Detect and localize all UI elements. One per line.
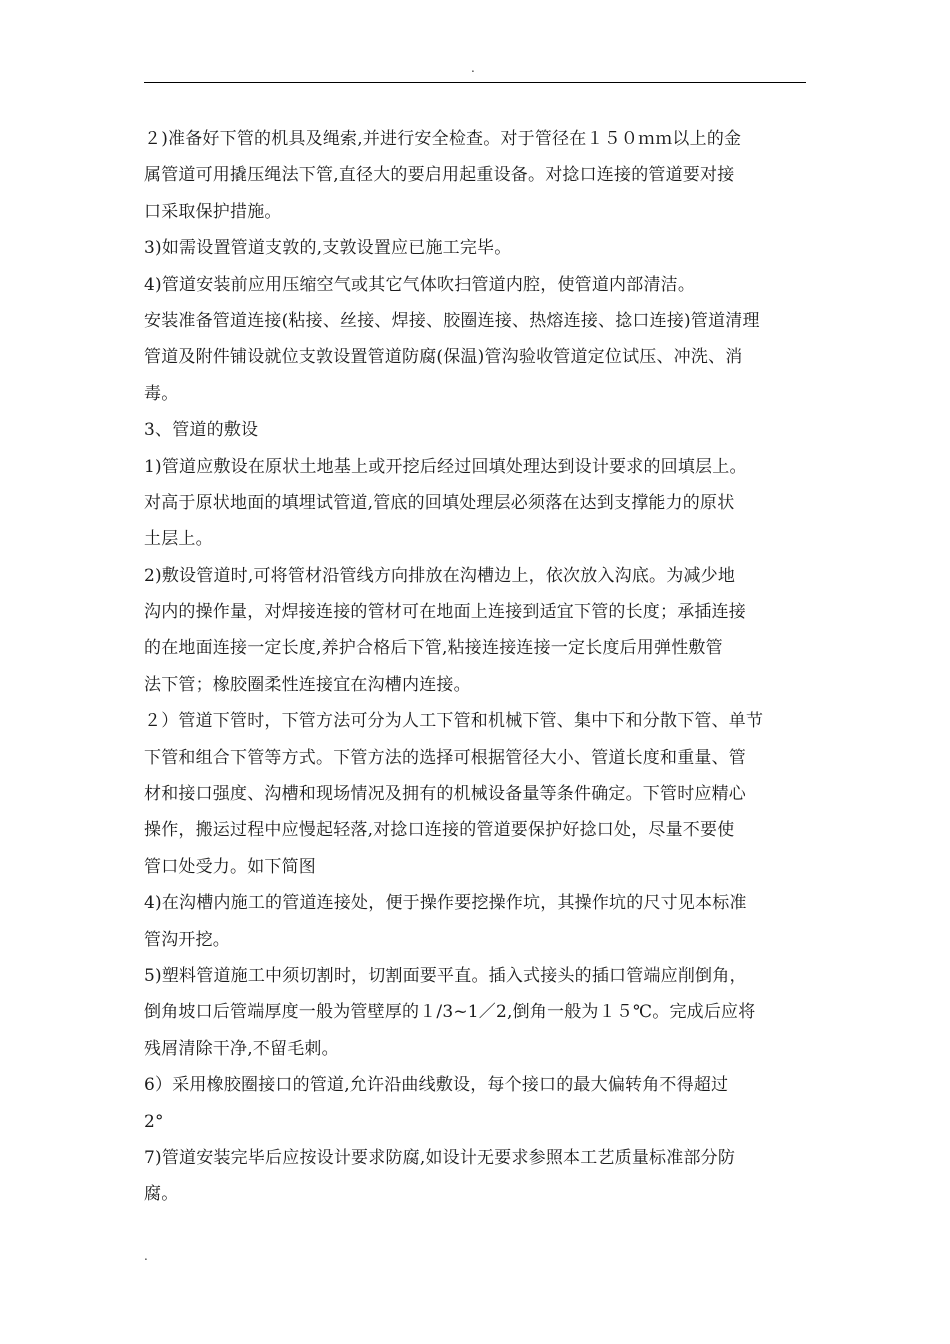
text-line: 残屑清除干净,不留毛刺。 (144, 1038, 339, 1059)
text-line: 3)如需设置管道支敦的,支敦设置应已施工完毕。 (144, 238, 512, 259)
text-line: 7)管道安装完毕后应按设计要求防腐,如设计无要求参照本工艺质量标准部分防 (144, 1147, 736, 1168)
header-mark: . (471, 61, 475, 75)
text-line: 6）采用橡胶圈接口的管道,允许沿曲线敷设，每个接口的最大偏转角不得超过 (144, 1075, 729, 1096)
text-line: 土层上。 (144, 529, 213, 550)
text-line: 操作，搬运过程中应慢起轻落,对捻口连接的管道要保护好捻口处，尽量不要使 (144, 820, 735, 841)
text-line: 口采取保护措施。 (144, 201, 282, 222)
text-line: 安装准备管道连接(粘接、丝接、焊接、胶圈连接、热熔连接、捻口连接)管道清理 (144, 310, 760, 331)
text-line: 腐。 (144, 1184, 179, 1205)
text-line: 属管道可用撬压绳法下管,直径大的要启用起重设备。对捻口连接的管道要对接 (144, 165, 735, 186)
text-line: 4)管道安装前应用压缩空气或其它气体吹扫管道内腔，使管道内部清洁。 (144, 274, 696, 295)
text-line: 的在地面连接一定长度,养护合格后下管,粘接连接连接一定长度后用弹性敷管 (144, 638, 723, 659)
text-line: 毒。 (144, 383, 179, 404)
text-line: ２)准备好下管的机具及绳索,并进行安全检查。对于管径在１５０ｍｍ以上的金 (144, 129, 742, 149)
text-line: 法下管；橡胶圈柔性连接宜在沟槽内连接。 (144, 674, 471, 695)
text-line: 管道及附件铺设就位支敦设置管道防腐(保温)管沟验收管道定位试压、冲洗、消 (144, 347, 743, 368)
text-line: 管口处受力。如下简图 (144, 856, 316, 877)
text-line: 2)敷设管道时,可将管材沿管线方向排放在沟槽边上，依次放入沟底。为减少地 (144, 565, 736, 586)
text-line: 管沟开挖。 (144, 929, 230, 950)
header-rule (144, 82, 806, 83)
text-line: 材和接口强度、沟槽和现场情况及拥有的机械设备量等条件确定。下管时应精心 (144, 784, 746, 805)
text-line: 对高于原状地面的填埋试管道,管底的回填处理层必须落在达到支撑能力的原状 (144, 492, 735, 513)
text-line: 倒角坡口后管端厚度一般为管壁厚的１/3~1／2,倒角一般为１５℃。完成后应将 (144, 1002, 756, 1023)
text-line: 4)在沟槽内施工的管道连接处，便于操作要挖操作坑，其操作坑的尺寸见本标准 (144, 893, 747, 914)
text-line: 2° (144, 1111, 164, 1132)
footer-mark: . (144, 1249, 148, 1263)
text-line: 1)管道应敷设在原状土地基上或开挖后经过回填处理达到设计要求的回填层上。 (144, 456, 747, 477)
text-line: ２）管道下管时，下管方法可分为人工下管和机械下管、集中下和分散下管、单节 (144, 711, 764, 732)
body-text (144, 121, 808, 1213)
text-line: 5)塑料管道施工中须切割时，切割面要平直。插入式接头的插口管端应削倒角， (144, 965, 747, 986)
text-line: 下管和组合下管等方式。下管方法的选择可根据管径大小、管道长度和重量、管 (144, 747, 746, 768)
text-line: 沟内的操作量，对焊接连接的管材可在地面上连接到适宜下管的长度；承插连接 (144, 602, 746, 623)
section-heading: 3、管道的敷设 (144, 420, 259, 441)
